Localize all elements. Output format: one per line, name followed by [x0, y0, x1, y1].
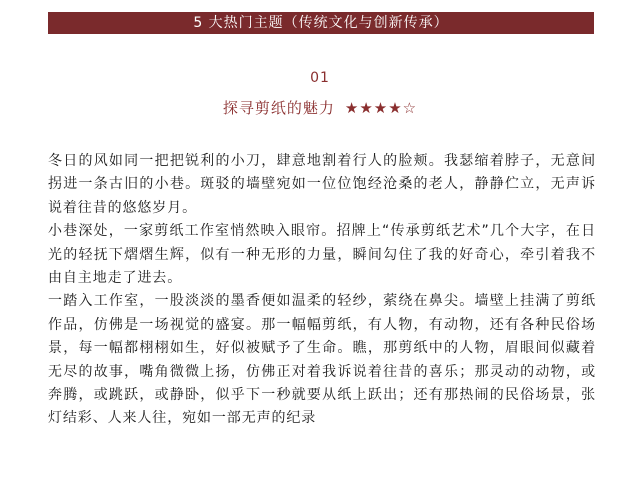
star-rating: ★★★★☆	[344, 99, 418, 117]
section-banner	[48, 12, 594, 34]
section-number: 01	[310, 70, 330, 86]
banner-text: 5 大热门主题（传统文化与创新传承）	[193, 15, 449, 31]
paragraph-1: 冬日的风如同一把把锐利的小刀，肆意地割着行人的脸颊。我瑟缩着脖子，无意间拐进一条古旧的小巷。斑驳的墙壁宛如一位位饱经沧桑的老人，静静伫立，无声诉说着往昔的悠悠岁月。	[48, 153, 596, 216]
article-body	[48, 150, 596, 431]
paragraph-3: 一踏入工作室，一股淡淡的墨香便如温柔的轻纱，萦绕在鼻尖。墙壁上挂满了剪纸作品，仿佛是一场视觉的盛宴。那一幅幅剪纸，有人物，有动物，还有各种民俗场景，每一幅都栩栩如生，好似被赋予了生命。瞧，那剪纸中的人物，眉眼间似藏着无尽的故事，嘴角微微上扬，仿佛正对着我诉说着往昔的喜乐；那灵动的动物，或奔腾，或跳跃，或静卧，似乎下一秒就要从纸上跃出；还有那热闹的民俗场景，张灯结彩、人来人往，宛如一部无声的纪录	[48, 293, 596, 427]
section-heading	[0, 97, 640, 118]
paragraph-2: 小巷深处，一家剪纸工作室悄然映入眼帘。招牌上“传承剪纸艺术”几个大字，在日光的轻抚下熠熠生辉，似有一种无形的力量，瞬间勾住了我的好奇心，牵引着我不由自主地走了进去。	[48, 223, 596, 287]
section-title-text: 探寻剪纸的魅力	[222, 99, 335, 117]
